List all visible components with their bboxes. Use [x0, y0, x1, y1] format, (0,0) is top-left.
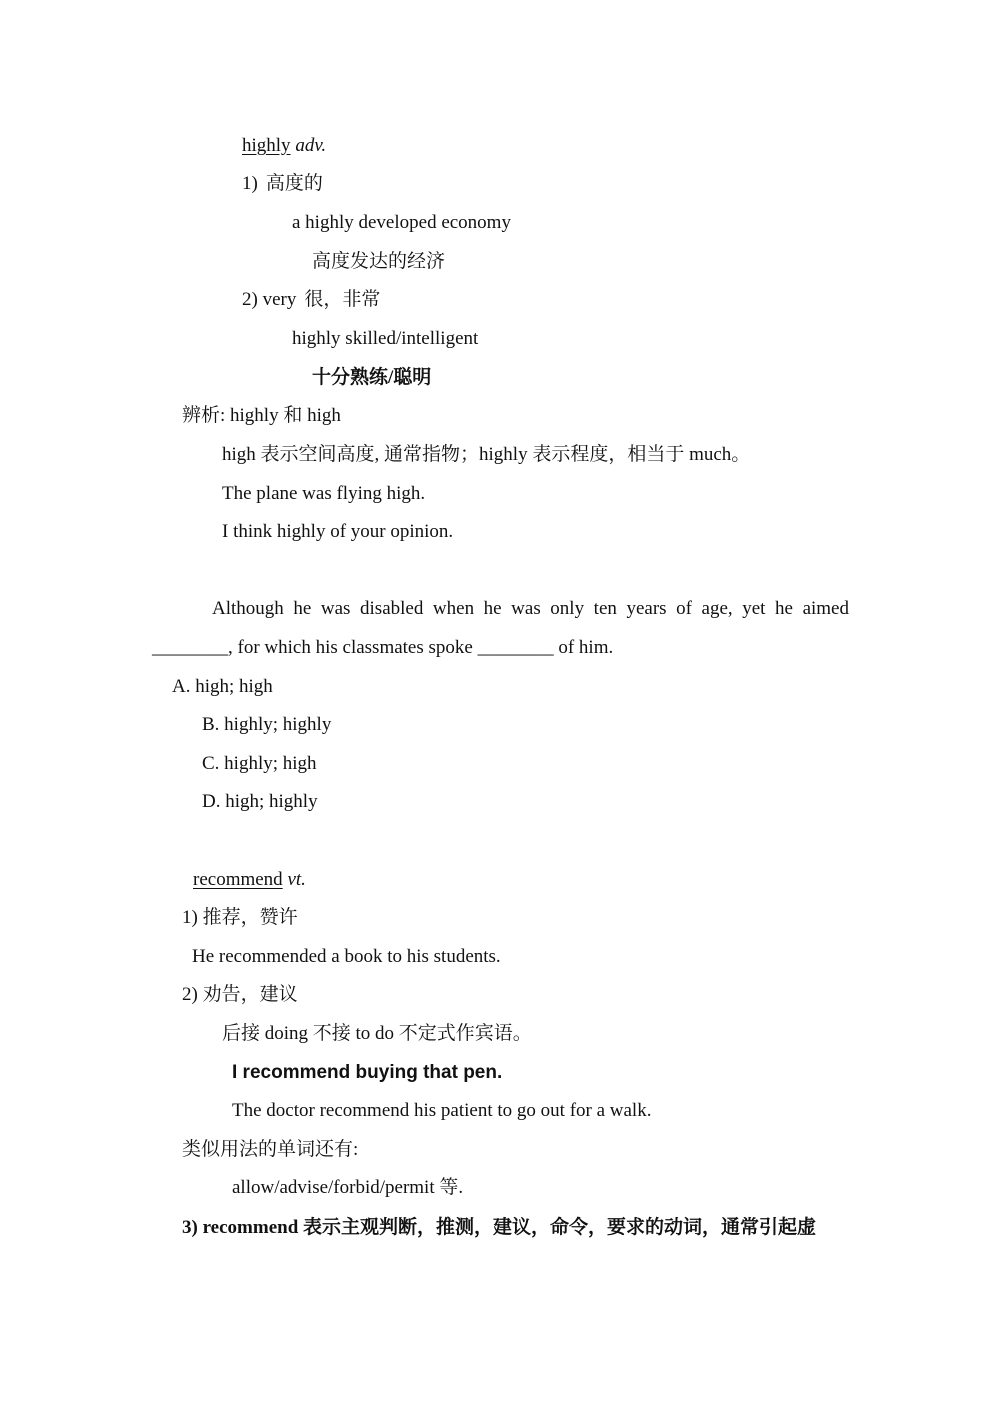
highly-sense-1-translation: 高度发达的经济 [312, 251, 446, 272]
highly-sense-1-example: a highly developed economy [292, 212, 511, 233]
headword-highly: highly [242, 135, 291, 156]
exercise-question-line-2: ________, for which his classmates spoke ________ of him. [152, 637, 614, 658]
entry-recommend-headword [193, 868, 306, 892]
analysis-heading: 辨析: highly 和 high [182, 405, 341, 426]
recommend-sense-3: 3) recommend 表示主观判断，推测，建议，命令，要求的动词，通常引起虚 [182, 1217, 817, 1238]
exercise-option-d: D. high; highly [202, 791, 318, 812]
highly-sense-2-example: highly skilled/intelligent [292, 328, 479, 349]
recommend-sense-1: 1) 推荐，赞许 [182, 907, 298, 928]
pos-vt: vt. [287, 869, 306, 890]
similar-words-list: allow/advise/forbid/permit 等. [232, 1177, 464, 1198]
exercise-option-a: A. high; high [172, 676, 273, 697]
entry-highly-headword [242, 134, 326, 158]
highly-sense-1: 1) 高度的 [242, 173, 323, 194]
analysis-example-2: I think highly of your opinion. [222, 521, 454, 542]
exercise-option-c: C. highly; high [202, 753, 317, 774]
exercise-option-b: B. highly; highly [202, 714, 332, 735]
headword-recommend: recommend [193, 869, 283, 890]
recommend-sense-1-example: He recommended a book to his students. [192, 946, 501, 967]
similar-words-heading: 类似用法的单词还有: [182, 1139, 359, 1160]
analysis-example-1: The plane was flying high. [222, 483, 426, 504]
pos-adv: adv. [295, 135, 327, 156]
recommend-sense-2-example-1: I recommend buying that pen. [232, 1062, 503, 1083]
exercise-question-line-1: Although he was disabled when he was only ten years of age, yet he aimed [212, 598, 849, 619]
recommend-sense-2-note: 后接 doing 不接 to do 不定式作宾语。 [222, 1023, 532, 1044]
recommend-sense-2-example-2: The doctor recommend his patient to go out for a walk. [232, 1100, 652, 1121]
recommend-sense-2: 2) 劝告，建议 [182, 984, 298, 1005]
highly-sense-2: 2) very 很，非常 [242, 289, 381, 310]
analysis-explanation: high 表示空间高度, 通常指物；highly 表示程度，相当于 much。 [222, 444, 751, 465]
highly-sense-2-translation: 十分熟练/聪明 [312, 367, 432, 388]
